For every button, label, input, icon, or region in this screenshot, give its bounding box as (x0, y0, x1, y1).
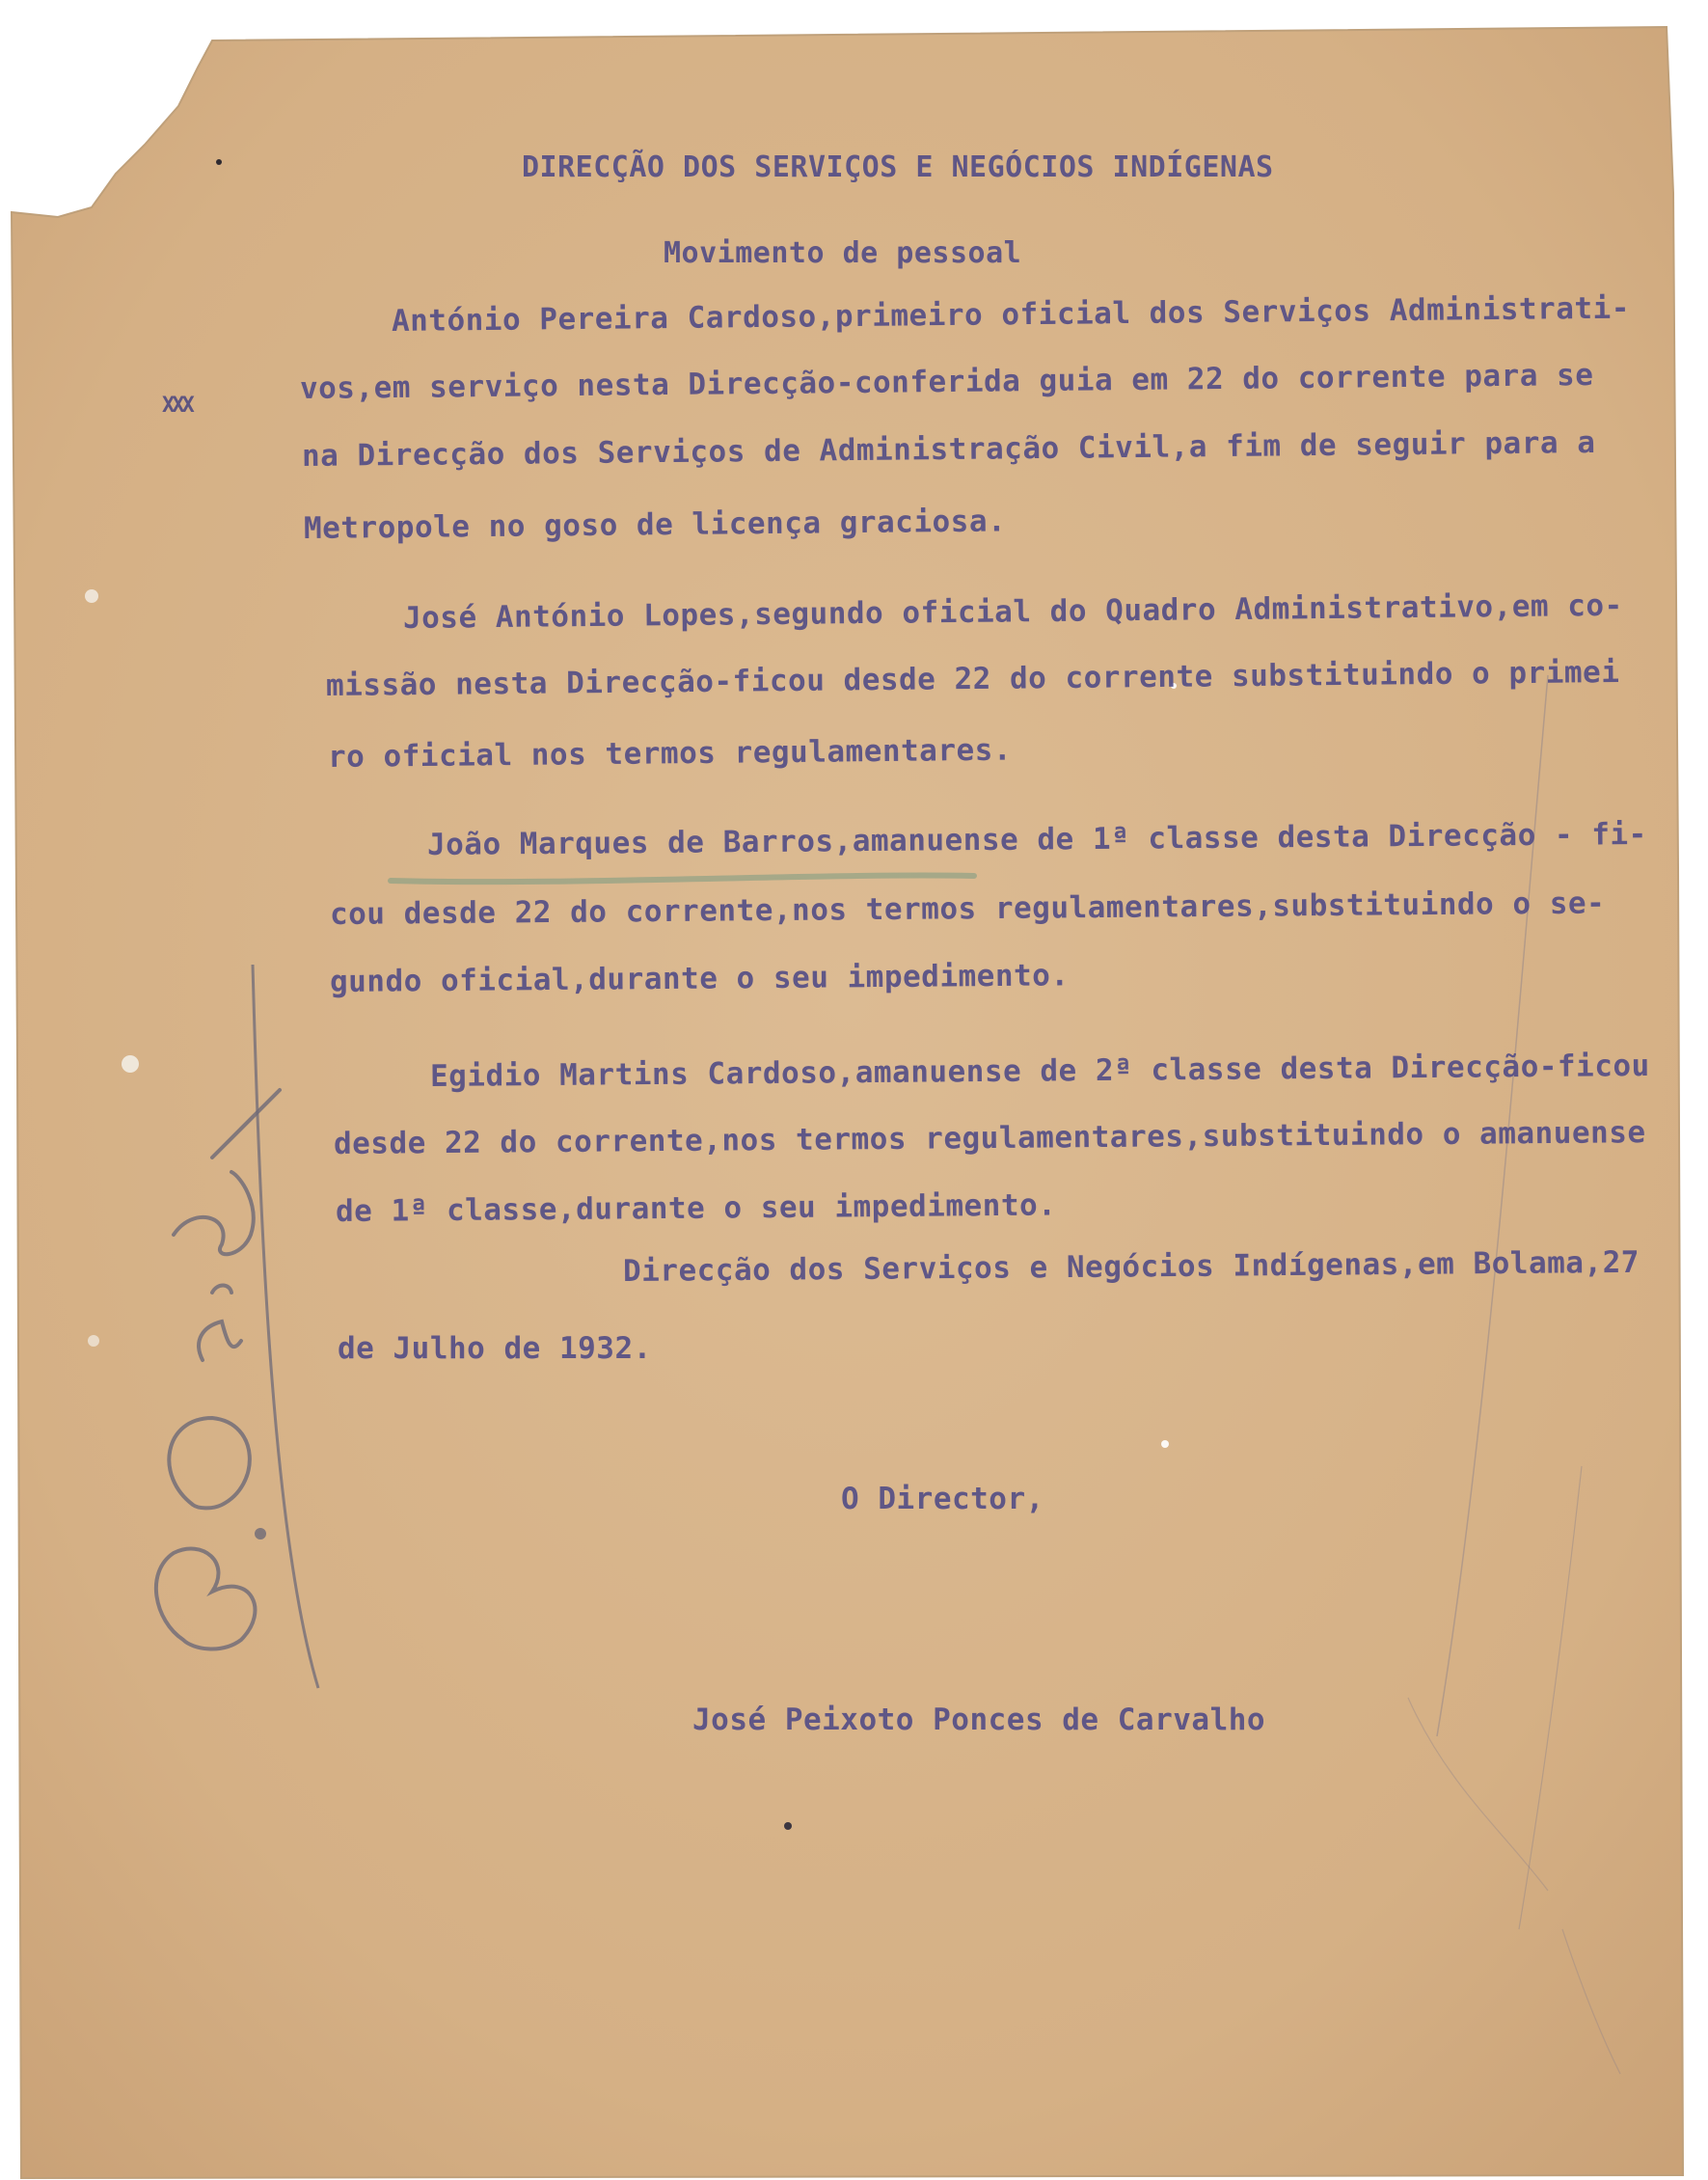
paragraph-3-line: João Marques de Barros,amanuense de 1ª classe desta Direcção - fi- (426, 816, 1647, 862)
signature-title: O Director, (841, 1482, 1044, 1516)
paragraph-2-line: José António Lopes,segundo oficial do Quadro Administrativo,em co- (402, 587, 1623, 636)
paragraph-1-line: na Direcção dos Serviços de Administração Civil,a fim de seguir para a (301, 424, 1596, 474)
paragraph-4-line: de 1ª classe,durante o seu impedimento. (335, 1187, 1057, 1229)
document-subheading: Movimento de pessoal (664, 236, 1022, 270)
handwritten-note (116, 1051, 309, 1669)
margin-mark: XXX (162, 394, 192, 418)
closing-line: de Julho de 1932. (338, 1331, 652, 1366)
signatory-name: José Peixoto Ponces de Carvalho (692, 1703, 1266, 1737)
closing-line: Direcção dos Serviços e Negócios Indígenas,em Bolama,27 (622, 1244, 1640, 1289)
paragraph-4-line: Egidio Martins Cardoso,amanuense de 2ª classe desta Direcção-ficou (429, 1048, 1650, 1094)
paragraph-1-line: António Pereira Cardoso,primeiro oficial dos Serviços Administrati- (391, 290, 1631, 339)
paragraph-2-line: ro oficial nos termos regulamentares. (327, 732, 1013, 775)
paragraph-1-line: Metropole no goso de licença graciosa. (303, 504, 1007, 546)
paragraph-4-line: desde 22 do corrente,nos termos regulamentares,substituindo o amanuense (333, 1115, 1646, 1161)
paragraph-3-line: cou desde 22 do corrente,nos termos regulamentares,substituindo o se- (329, 886, 1606, 932)
paragraph-3-line: gundo oficial,durante o seu impedimento. (329, 958, 1070, 999)
document-heading: DIRECÇÃO DOS SERVIÇOS E NEGÓCIOS INDÍGENAS (522, 150, 1274, 184)
paragraph-1-line: vos,em serviço nesta Direcção-conferida guia em 22 do corrente para se (299, 357, 1594, 406)
paragraph-2-line: missão nesta Direcção-ficou desde 22 do corrente substituindo o primei (325, 654, 1620, 703)
